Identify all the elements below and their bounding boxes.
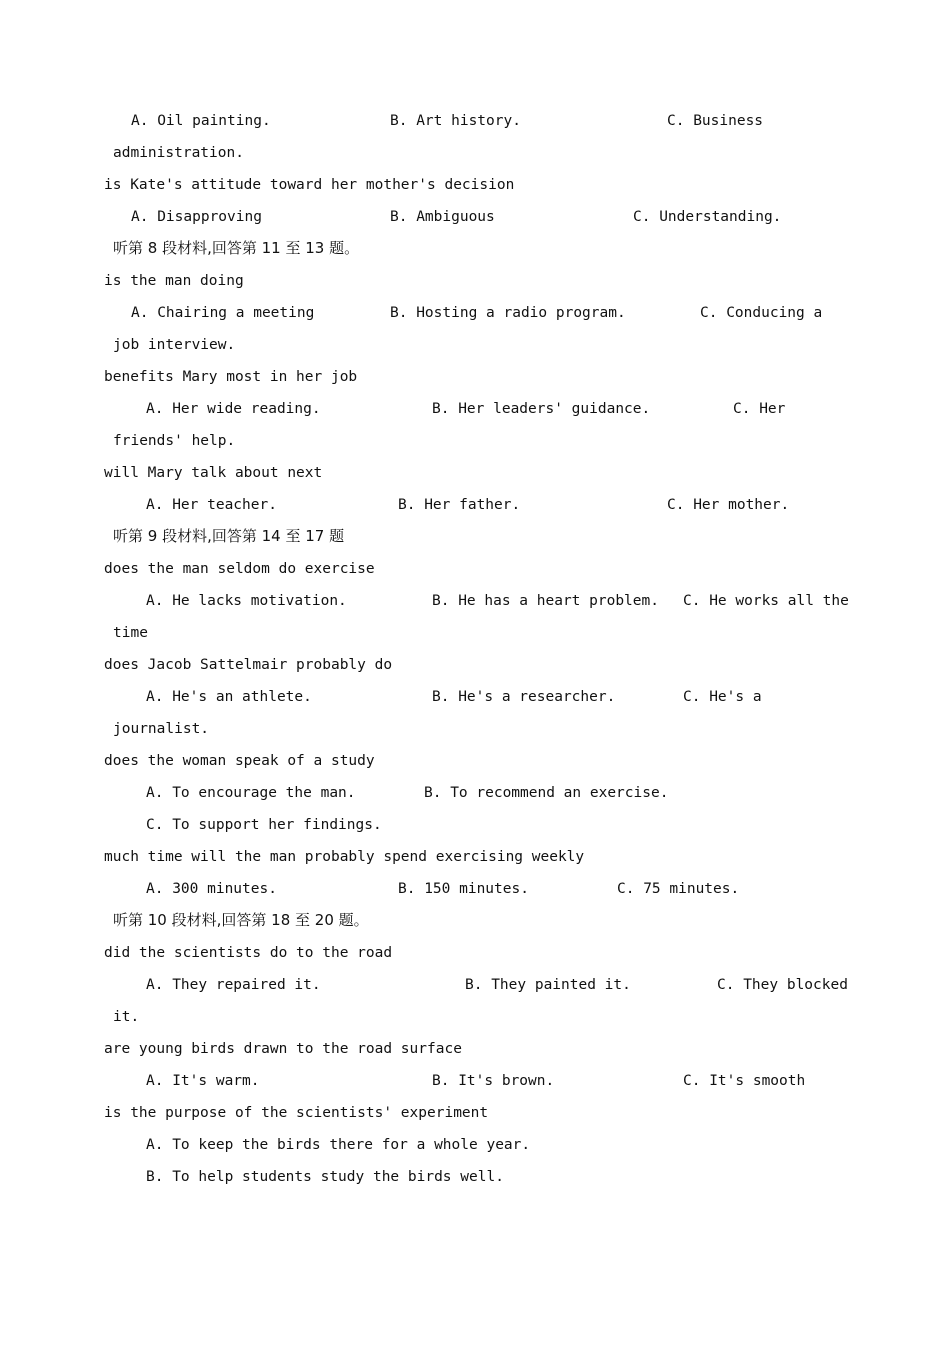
option-text: A. He lacks motivation. xyxy=(146,593,347,609)
option-text: C. He works all the xyxy=(683,593,849,609)
option-text: B. Her father. xyxy=(398,497,521,513)
option-text: A. Chairing a meeting xyxy=(131,305,315,321)
option-text: B. They painted it. xyxy=(465,977,631,993)
option-text: A. Disapproving xyxy=(131,209,262,225)
option-text: A. 300 minutes. xyxy=(146,881,277,897)
option-continuation: job interview. xyxy=(113,337,236,353)
question-text: benefits Mary most in her job xyxy=(104,369,358,385)
question-text: is Kate's attitude toward her mother's decision xyxy=(104,177,515,193)
option-text: B. It's brown. xyxy=(432,1073,555,1089)
option-text: C. Understanding. xyxy=(633,209,782,225)
option-text: B. Ambiguous xyxy=(390,209,495,225)
question-text: does the woman speak of a study xyxy=(104,753,375,769)
option-text: C. They blocked xyxy=(717,977,848,993)
option-continuation: time xyxy=(113,625,148,641)
option-text: A. It's warm. xyxy=(146,1073,260,1089)
option-text: C. Her xyxy=(733,401,786,417)
option-text: C. Conducing a xyxy=(700,305,823,321)
option-text: C. Business xyxy=(667,113,764,129)
option-text: A. Her wide reading. xyxy=(146,401,321,417)
option-text: A. He's an athlete. xyxy=(146,689,312,705)
option-text: C. 75 minutes. xyxy=(617,881,740,897)
option-continuation: it. xyxy=(113,1009,140,1025)
option-text: B. He has a heart problem. xyxy=(432,593,659,609)
option-text: A. Oil painting. xyxy=(131,113,271,129)
option-text: A. Her teacher. xyxy=(146,497,277,513)
option-text: A. To keep the birds there for a whole year. xyxy=(146,1137,531,1153)
section-heading: 听第 8 段材料,回答第 11 至 13 题。 xyxy=(113,239,360,257)
question-text: does the man seldom do exercise xyxy=(104,561,375,577)
question-text: did the scientists do to the road xyxy=(104,945,393,961)
option-text: C. To support her findings. xyxy=(146,817,382,833)
option-text: B. 150 minutes. xyxy=(398,881,529,897)
option-continuation: administration. xyxy=(113,145,244,161)
option-continuation: friends' help. xyxy=(113,433,236,449)
option-text: C. Her mother. xyxy=(667,497,790,513)
option-text: C. It's smooth xyxy=(683,1073,806,1089)
question-text: is the man doing xyxy=(104,273,244,289)
question-text: are young birds drawn to the road surface xyxy=(104,1041,462,1057)
question-text: will Mary talk about next xyxy=(104,465,323,481)
option-text: B. To recommend an exercise. xyxy=(424,785,669,801)
option-text: C. He's a xyxy=(683,689,762,705)
section-heading: 听第 10 段材料,回答第 18 至 20 题。 xyxy=(113,911,369,929)
option-text: A. They repaired it. xyxy=(146,977,321,993)
question-text: much time will the man probably spend exercising weekly xyxy=(104,849,585,865)
question-text: is the purpose of the scientists' experiment xyxy=(104,1105,489,1121)
question-text: does Jacob Sattelmair probably do xyxy=(104,657,393,673)
option-text: B. He's a researcher. xyxy=(432,689,616,705)
section-heading: 听第 9 段材料,回答第 14 至 17 题 xyxy=(113,527,345,545)
option-text: A. To encourage the man. xyxy=(146,785,356,801)
option-text: B. To help students study the birds well. xyxy=(146,1169,504,1185)
option-continuation: journalist. xyxy=(113,721,210,737)
option-text: B. Hosting a radio program. xyxy=(390,305,626,321)
option-text: B. Her leaders' guidance. xyxy=(432,401,651,417)
option-text: B. Art history. xyxy=(390,113,521,129)
